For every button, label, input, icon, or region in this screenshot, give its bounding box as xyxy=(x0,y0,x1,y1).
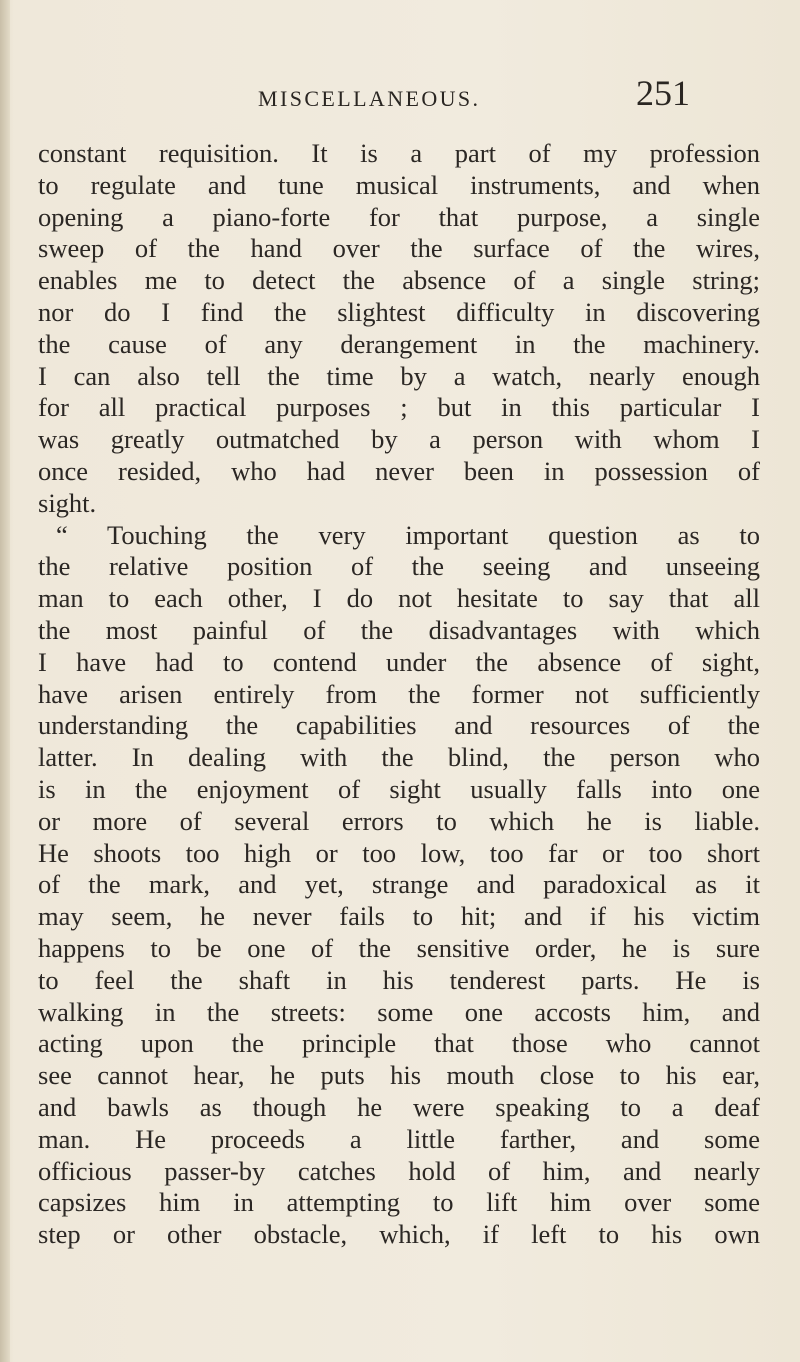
text-line: understanding the capabilities and resources of the xyxy=(38,710,760,741)
text-line: once resided, who had never been in possession of xyxy=(38,455,760,486)
text-line: of the mark, and yet, strange and paradoxical as it xyxy=(38,869,760,900)
text-line: man to each other, I do not hesitate to say that all xyxy=(38,583,760,614)
text-line: for all practical purposes ; but in this particular I xyxy=(38,392,760,423)
text-line: was greatly outmatched by a person with whom I xyxy=(38,424,760,455)
running-head: MISCELLANEOUS. xyxy=(258,86,481,111)
text-line: I can also tell the time by a watch, nearly enough xyxy=(38,360,760,391)
text-line: He shoots too high or too low, too far or too short xyxy=(38,837,760,868)
page-gutter xyxy=(0,0,10,1362)
text-line: to regulate and tune musical instruments, and when xyxy=(38,169,760,200)
page-number: 251 xyxy=(636,73,690,113)
text-line: and bawls as though he were speaking to a deaf xyxy=(38,1091,760,1122)
paragraph-start-line: “ Touching the very important question as to xyxy=(56,519,760,550)
text-line: sweep of the hand over the surface of the wires, xyxy=(38,233,760,264)
text-line: I have had to contend under the absence of sight, xyxy=(38,646,760,677)
text-line: is in the enjoyment of sight usually falls into one xyxy=(38,773,760,804)
text-line: officious passer-by catches hold of him, and nearly xyxy=(38,1155,760,1186)
text-line: the cause of any derangement in the machinery. xyxy=(38,328,760,359)
text-line: or more of several errors to which he is liable. xyxy=(38,805,760,836)
text-line: the most painful of the disadvantages with which xyxy=(38,614,760,645)
text-line: constant requisition. It is a part of my profession xyxy=(38,138,760,168)
paragraph-end-line: sight. xyxy=(38,487,97,518)
text-line: acting upon the principle that those who cannot xyxy=(38,1028,760,1059)
text-line: latter. In dealing with the blind, the person who xyxy=(38,742,760,773)
text-line: to feel the shaft in his tenderest parts. He is xyxy=(38,964,760,995)
text-line: walking in the streets: some one accosts him, and xyxy=(38,996,760,1027)
text-line: capsizes him in attempting to lift him over some xyxy=(38,1187,760,1218)
body-text xyxy=(38,138,760,1251)
text-line: nor do I find the slightest difficulty in discovering xyxy=(38,296,760,327)
page-header xyxy=(0,72,800,112)
text-line: enables me to detect the absence of a single string; xyxy=(38,265,760,296)
text-line: man. He proceeds a little farther, and some xyxy=(38,1123,760,1154)
text-line: step or other obstacle, which, if left to his own xyxy=(38,1219,760,1250)
text-line: opening a piano-forte for that purpose, a single xyxy=(38,201,760,232)
text-line: may seem, he never fails to hit; and if his victim xyxy=(38,901,760,932)
text-line: have arisen entirely from the former not sufficiently xyxy=(38,678,760,709)
text-line: the relative position of the seeing and unseeing xyxy=(38,551,760,582)
text-line: see cannot hear, he puts his mouth close to his ear, xyxy=(38,1060,760,1091)
text-line: happens to be one of the sensitive order, he is sure xyxy=(38,932,760,963)
